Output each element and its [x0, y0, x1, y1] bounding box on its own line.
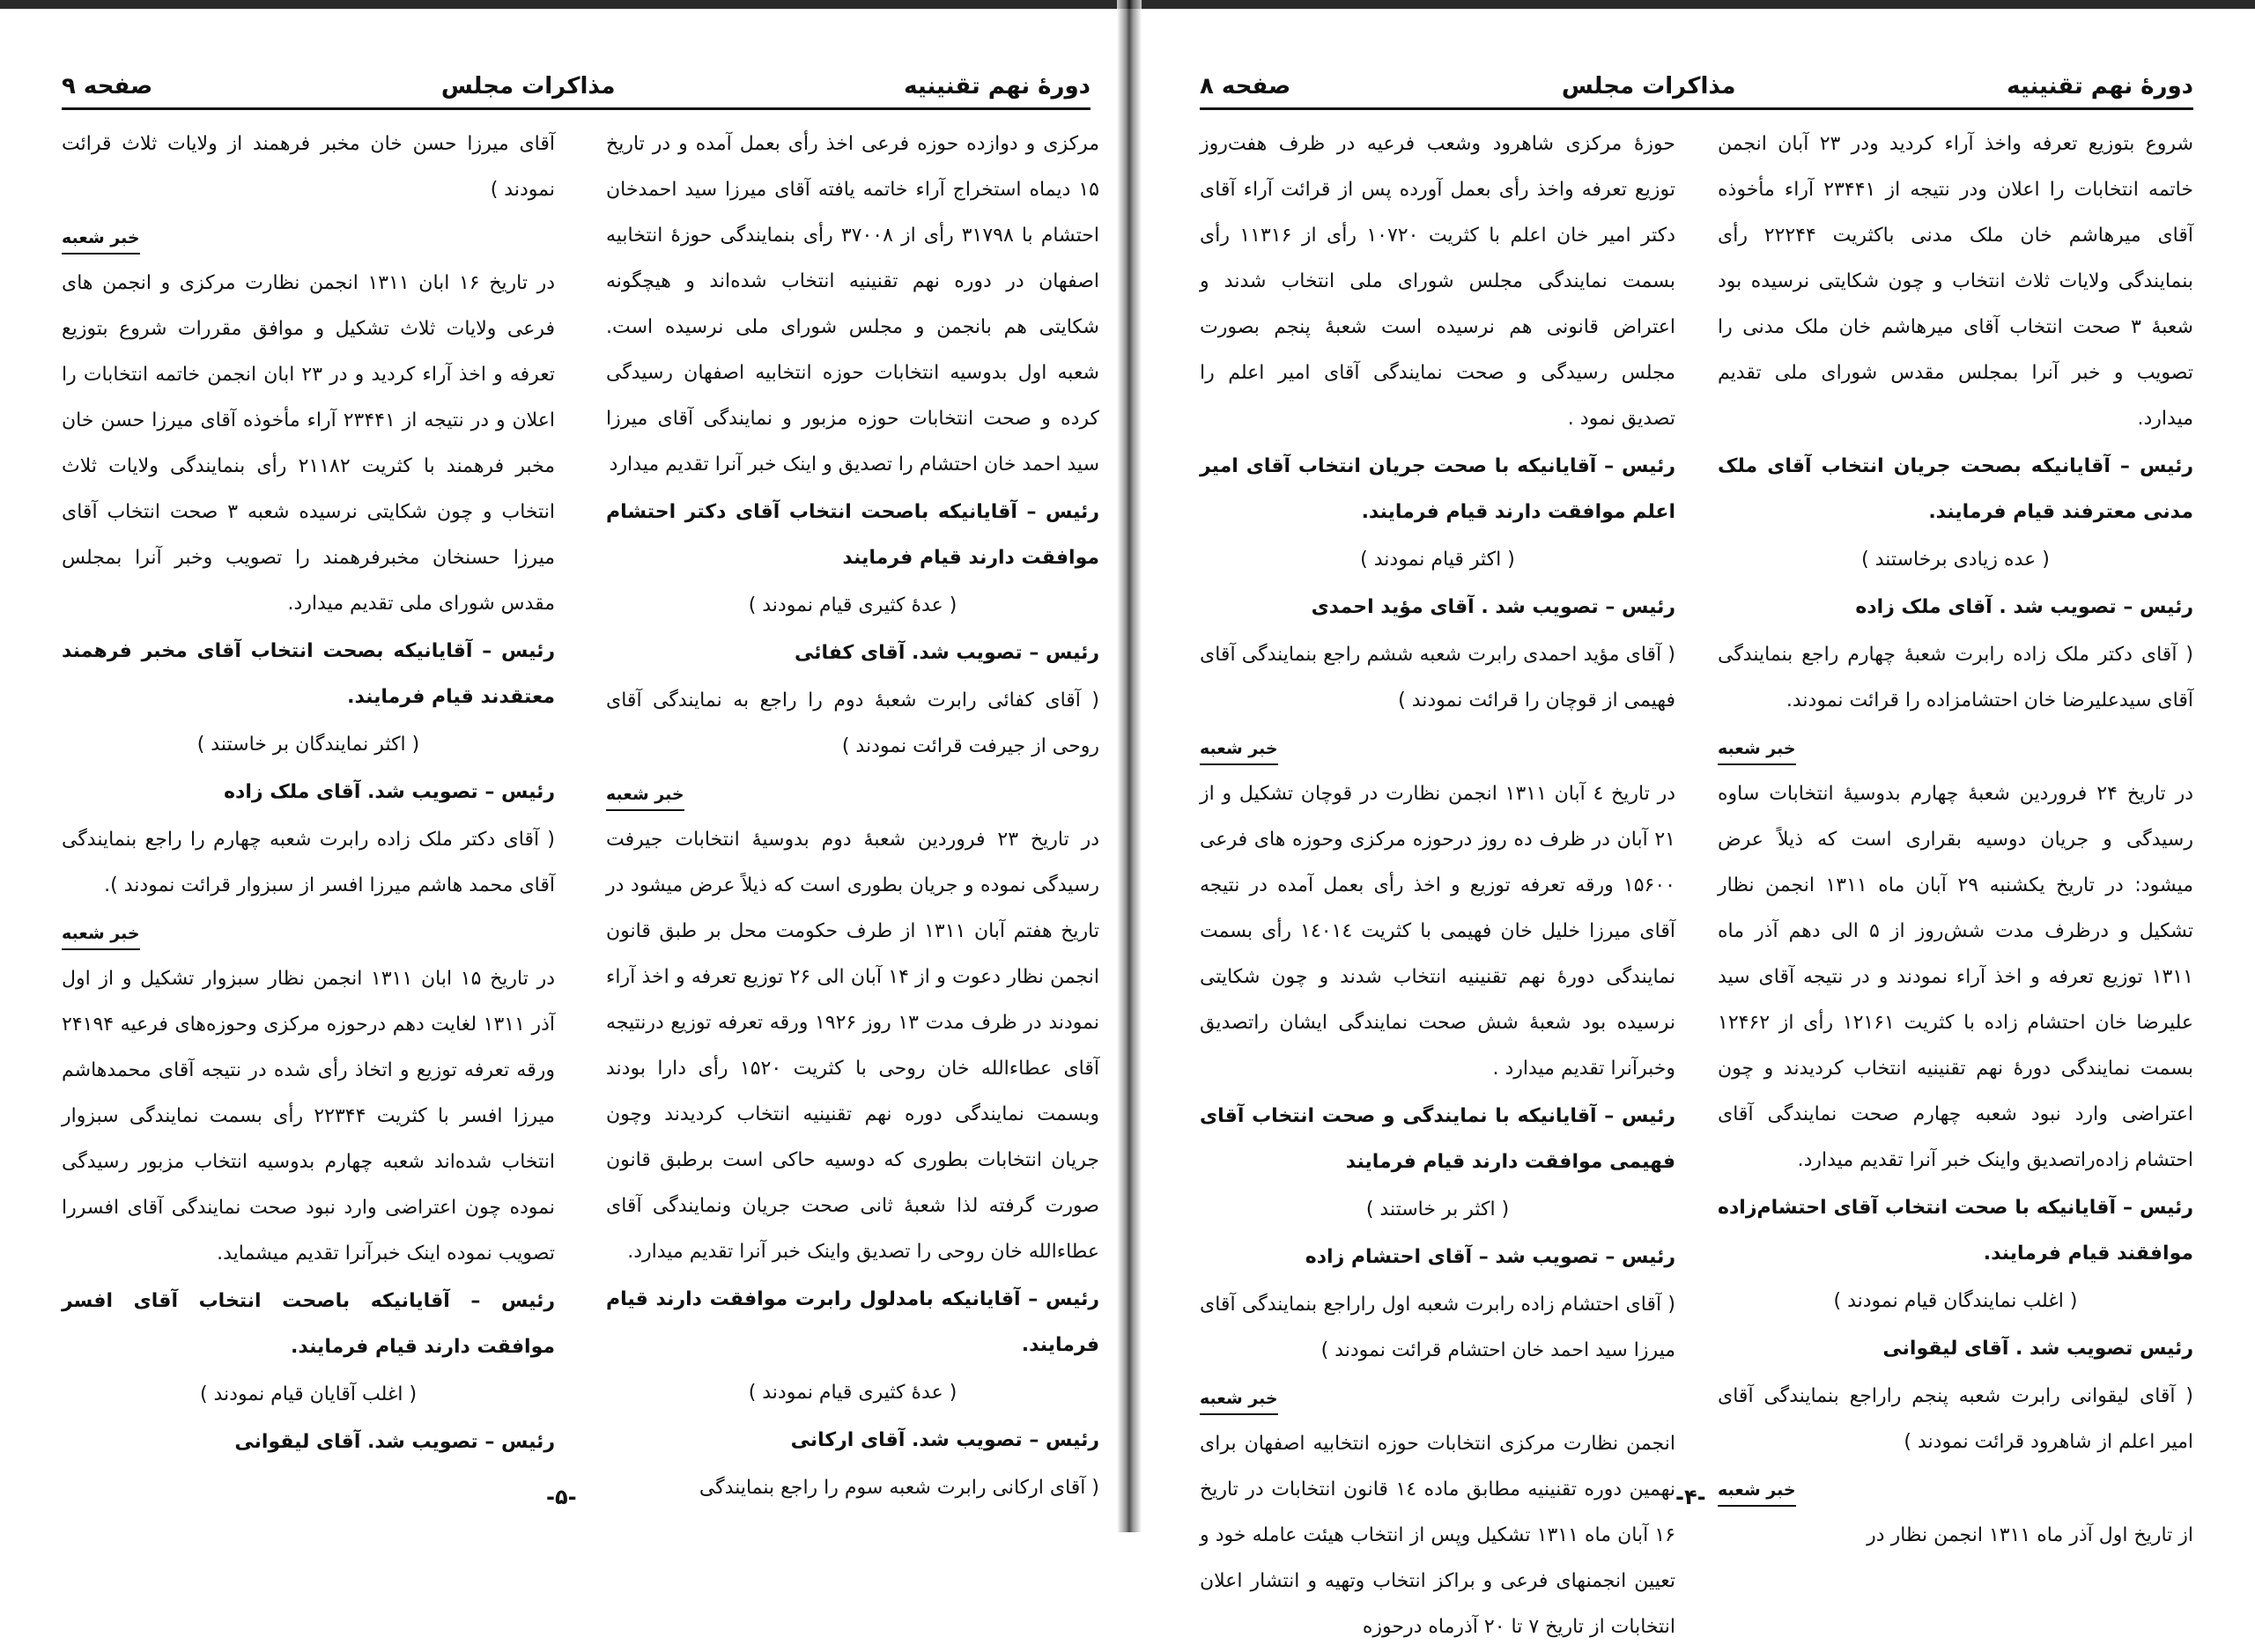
section-heading: خبر شعبه: [606, 779, 684, 811]
left-page-title: مذاکرات مجلس: [440, 73, 616, 100]
speaker-line: رئیس – آقایانیکه با صحت جریان انتخاب آقای امیر اعلم موافقت دارند قیام فرمایند.: [1200, 455, 1675, 523]
speaker-line: رئیس تصویب شد . آقای لیقوانی: [1882, 1338, 2193, 1360]
vote-result-note: ( اکثر قیام نمودند ): [1360, 549, 1515, 571]
right-page: [1129, 0, 2255, 1638]
paragraph: حوزهٔ مرکزی شاهرود وشعب فرعیه در ظرف هفت‌روز توزیع تعرفه واخذ رأی بعمل آورده پس از قرائت آراء آقای دکتر امیر خان اعلم با کثریت ۱۰۷۲۰ رأی از ۱۱۳۱۶ رأی بسمت نمایندگی مجلس شورای ملی انتخاب شدند و اعتراض قانونی هم نرسیده است شعبهٔ پنجم بصورت مجلس رسیدگی و صحت نمایندگی آقای امیر اعلم را تصدیق نمود .: [1200, 133, 1676, 430]
paragraph: آقای میرزا حسن خان مخبر فرهمند از ولایات ثلاث قرائت نمودند ): [62, 133, 555, 201]
speaker-line: رئیس – تصویب شد. آقای لیقوانی: [234, 1431, 555, 1453]
right-page-right-column: [1718, 122, 2193, 1560]
vote-result-note: ( عده زیادی برخاستند ): [1861, 549, 2050, 571]
right-page-footer-number: -۴-: [1675, 1485, 1706, 1509]
paragraph: مرکزی و دوازده حوزه فرعی اخذ رأی بعمل آمده و در تاریخ ۱۵ دیماه استخراج آراء خاتمه یافته آقای میرزا سید احمدخان احتشام با ۳۱۷۹۸ رأی از ۳۷۰۰۸ رأی بنمایندگی حوزهٔ انتخابیه اصفهان در دوره نهم تقنینیه انتخاب شده‌اند و هیچگونه شکایتی هم بانجمن و مجلس شورای ملی نرسیده است. شعبه اول بدوسیه انتخابات حوزه انتخابیه اصفهان رسیدگی کرده و صحت انتخابات حوزه مزبور و نمایندگی آقای میرزا سید احمد خان احتشام را تصدیق و اینک خبر آنرا تقدیم میدارد: [606, 133, 1099, 476]
left-page-number-label: صفحه ۹: [62, 73, 153, 100]
speaker-line: رئیس – تصویب شد – آقای احتشام زاده: [1305, 1246, 1675, 1268]
vote-result-note: ( عدهٔ کثیری قیام نمودند ): [748, 1382, 957, 1404]
paragraph: ( آقای ارکانی رابرت شعبه سوم را راجع بنمایندگی: [699, 1477, 1099, 1499]
section-heading: خبر شعبه: [1718, 734, 1796, 765]
speaker-line: رئیس – آقایانیکه بصحت جریان انتخاب آقای ملک مدنی معترفند قیام فرمایند.: [1718, 455, 2193, 523]
paragraph: در تاریخ ۱۵ ابان ۱۳۱۱ انجمن نظار سبزوار تشکیل و از اول آذر ۱۳۱۱ لغایت دهم درحوزه مرکزی وحوزه‌های فرعیه ۲۴۱۹۴ ورقه تعرفه توزیع و اتخاذ رأی شده در نتیجه آقای محمدهاشم میرزا افسر با کثریت ۲۲۳۴۴ رأی بسمت نمایندگی سبزوار انتخاب شده‌اند شعبه چهارم بدوسیه انتخاب مزبور رسیدگی نموده چون اعتراضی وارد نبود صحت نمایندگی آقای افسررا تصویب نموده اینک خبرآنرا تقدیم میشماید.: [62, 968, 555, 1265]
paragraph: در تاریخ ۲۴ فروردین شعبهٔ چهارم بدوسیهٔ انتخابات ساوه رسیدگی و جریان دوسیه بقراری است که ذیلاً عرض میشود: در تاریخ یکشنبه ۲۹ آبان ماه ۱۳۱۱ انجمن نظار تشکیل و درظرف مدت شش‌روز از ۵ الی دهم آذر ماه ۱۳۱۱ توزیع تعرفه و اخذ آراء نمودند و در نتیجه آقای سید علیرضا خان احتشام زاده با کثریت ۱۲۱۶۱ رأی از ۱۲۴۶۲ بسمت نمایندگی دورهٔ نهم تقنینیه انتخاب کردیدند و چون اعتراضی وارد نبود شعبه چهارم صحت نمایندگی آقای احتشام زاده‌راتصدیق واینک خبر آنرا تقدیم میدارد.: [1718, 783, 2194, 1171]
left-page-header: [62, 69, 1091, 104]
section-heading: خبر شعبه: [62, 223, 140, 254]
right-header-rule: [1200, 107, 2193, 110]
section-heading-wrap: [1200, 726, 1675, 771]
section-heading: خبر شعبه: [1200, 734, 1278, 765]
paragraph: ( آقای کفائی رابرت شعبهٔ دوم را راجع به نمایندگی آقای روحی از جیرفت قرائت نمودند ): [606, 690, 1099, 757]
paragraph: ( آقای مؤید احمدی رابرت شعبه ششم راجع بنمایندگی آقای فهیمی از قوچان را قرائت نمودند ): [1200, 644, 1675, 712]
speaker-line: رئیس – تصویب شد. آقای ملک زاده: [224, 781, 555, 803]
left-page-left-column: [62, 122, 555, 1467]
right-page-number-label: صفحه ۸: [1200, 73, 1291, 100]
paragraph: شروع بتوزیع تعرفه واخذ آراء کردید ودر ۲۳ آبان انجمن خاتمه انتخابات را اعلان ودر نتیجه از ۲۳۴۴۱ آراء مأخوذه آقای میرهاشم خان ملک مدنی باکثریت ۲۲۲۴۴ رأی بنمایندگی ولایات ثلاث انتخاب و چون شکایتی نرسیده بود شعبهٔ ۳ صحت انتخاب آقای میرهاشم خان ملک مدنی را تصویب و خبر آنرا بمجلس مقدس شورای ملی تقدیم میدارد.: [1718, 133, 2194, 430]
section-heading-wrap: [1200, 1375, 1675, 1421]
section-heading-wrap: [62, 215, 555, 261]
speaker-line: رئیس – آقایانیکه با نمایندگی و صحت انتخاب آقای فهیمی موافقت دارند قیام فرمایند: [1200, 1105, 1675, 1173]
left-page-footer-number: -۵-: [546, 1485, 577, 1509]
section-heading-wrap: [606, 771, 1099, 817]
paragraph: در تاریخ ۱۶ ابان ۱۳۱۱ انجمن نظارت مرکزی و انجمن های فرعی ولایات ثلاث تشکیل و موافق مقررات شروع بتوزیع تعرفه و اخذ آراء کردید و در ۲۳ ابان انجمن خاتمه انتخابات را اعلان و در نتیجه از ۲۳۴۴۱ آراء مأخوذه آقای میرزا حسن خان مخبر فرهمند با کثریت ۲۱۱۸۲ رأی بنمایندگی ولایات ثلاث انتخاب و چون شکایتی نرسیده شعبه ۳ صحت انتخاب آقای میرزا حسنخان مخبرفرهمند را تصویب وخبر آنرا بمجلس مقدس شورای ملی تقدیم میدارد.: [62, 272, 556, 615]
speaker-line: رئیس – تصویب شد . آقای ملک زاده: [1855, 596, 2193, 618]
speaker-line: رئیس – آقایانیکه بصحت انتخاب آقای مخبر فرهمند معتقدند قیام فرمایند.: [62, 640, 555, 708]
paragraph: انجمن نظارت مرکزی انتخابات حوزه انتخابیه اصفهان برای نهمین دوره تقنینیه مطابق ماده ۱٤ قانون انتخابات در تاریخ ۱۶ آبان ماه ۱۳۱۱ تشکیل وپس از انتخاب هیئت عامله خود و تعیین انجمنهای فرعی و براکز انتخاب وتهیه و انتشار اعلان انتخابات از تاریخ ۷ تا ۲۰ آذرماه درحوزه: [1200, 1433, 1675, 1638]
speaker-line: رئیس – آقایانیکه باصحت انتخاب آقای دکتر احتشام موافقت دارند قیام فرمایند: [606, 501, 1099, 569]
speaker-line: رئیس – آقایانیکه باصحت انتخاب آقای افسر موافقت دارند قیام فرمایند.: [62, 1290, 555, 1358]
vote-result-note: ( عدهٔ کثیری قیام نمودند ): [748, 594, 957, 616]
section-heading-wrap: [62, 911, 555, 956]
speaker-line: رئیس – تصویب شد. آقای کفائی: [794, 642, 1099, 664]
paragraph: از تاریخ اول آذر ماه ۱۳۱۱ انجمن نظار در: [1867, 1524, 2193, 1546]
speaker-line: رئیس – آقایانیکه بامدلول رابرت موافقت دارند قیام فرمایند.: [606, 1288, 1099, 1356]
left-session-label: دورهٔ نهم تقنینیه: [904, 73, 1091, 100]
right-page-title: مذاکرات مجلس: [1561, 73, 1736, 100]
section-heading-wrap: [1718, 726, 2193, 771]
speaker-line: رئیس – تصویب شد. آقای ارکانی: [790, 1429, 1099, 1451]
right-session-label: دورهٔ نهم تقنینیه: [2007, 73, 2193, 100]
left-page: [0, 0, 1126, 1532]
section-heading: خبر شعبه: [1200, 1383, 1278, 1415]
left-header-rule: [62, 107, 1091, 110]
right-page-header: [1200, 69, 2193, 104]
paragraph: در تاریخ ٤ آبان ۱۳۱۱ انجمن نظارت در قوچان تشکیل و از ۲۱ آبان در ظرف ده روز درحوزه مرکزی وحوزه های فرعی ۱۵۶۰۰ ورقه تعرفه توزیع و اخذ رأی بعمل آمده در نتیجه آقای میرزا خلیل خان فهیمی با کثریت ۱٤۰۱٤ رأی بسمت نمایندگی دورهٔ نهم تقنینیه انتخاب شدند و چون شکایتی نرسیده بود شعبهٔ شش صحت نمایندگی ایشان راتصدیق وخبرآنرا تقدیم میدارد .: [1200, 783, 1675, 1080]
section-heading: خبر شعبه: [1718, 1475, 1796, 1507]
speaker-line: رئیس – آقایانیکه با صحت انتخاب آقای احتشام‌زاده موافقند قیام فرمایند.: [1718, 1197, 2193, 1265]
speaker-line: رئیس – تصویب شد . آقای مؤید احمدی: [1311, 596, 1675, 618]
vote-result-note: ( اغلب آقایان قیام نمودند ): [199, 1383, 418, 1405]
paragraph: ( آقای احتشام زاده رابرت شعبه اول راراجع بنمایندگی آقای میرزا سید احمد خان احتشام قرائت نمودند ): [1200, 1294, 1675, 1361]
vote-result-note: ( اغلب نمایندگان قیام نمودند ): [1833, 1290, 2078, 1312]
vote-result-note: ( اکثر بر خاستند ): [1365, 1198, 1510, 1221]
left-page-right-column: [606, 122, 1099, 1513]
section-heading-wrap: [1718, 1467, 2193, 1513]
section-heading: خبر شعبه: [62, 918, 140, 950]
right-page-left-column: [1200, 122, 1675, 1652]
paragraph: ( آقای دکتر ملک زاده رابرت شعبه چهارم را راجع بنمایندگی آقای محمد هاشم میرزا افسر از سبزوار قرائت نمودند ).: [62, 829, 555, 896]
paragraph: در تاریخ ۲۳ فروردین شعبهٔ دوم بدوسیهٔ انتخابات جیرفت رسیدگی نموده و جریان بطوری است که ذیلاً عرض میشود در تاریخ هفتم آبان ۱۳۱۱ از طرف حکومت محل بر طبق قانون انجمن نظار دعوت و از ۱۴ آبان الی ۲۶ توزیع تعرفه و اخذ آراء نمودند در ظرف مدت ۱۳ روز ۱۹۲۶ ورقه تعرفه توزیع درنتیجه آقای عطاء‌الله خان روحی با کثریت ۱۵۲۰ رأی دارا بودند وبسمت نمایندگی دوره نهم تقنینیه انتخاب کردیدند وچون جریان انتخابات بطوری که دوسیه حاکی است برطبق قانون صورت گرفته لذا شعبهٔ ثانی صحت جریان ونمایندگی آقای عطاء‌الله خان روحی را تصدیق واینک خبر آنرا تقدیم میدارد.: [606, 829, 1100, 1263]
vote-result-note: ( اکثر نمایندگان بر خاستند ): [196, 734, 420, 756]
paragraph: ( آقای لیقوانی رابرت شعبه پنجم راراجع بنمایندگی آقای امیر اعلم از شاهرود قرائت نمودند ): [1718, 1385, 2193, 1453]
paragraph: ( آقای دکتر ملک زاده رابرت شعبهٔ چهارم راجع بنمایندگی آقای سیدعلیرضا خان احتشامزاده را قرائت نمودند.: [1718, 644, 2193, 712]
